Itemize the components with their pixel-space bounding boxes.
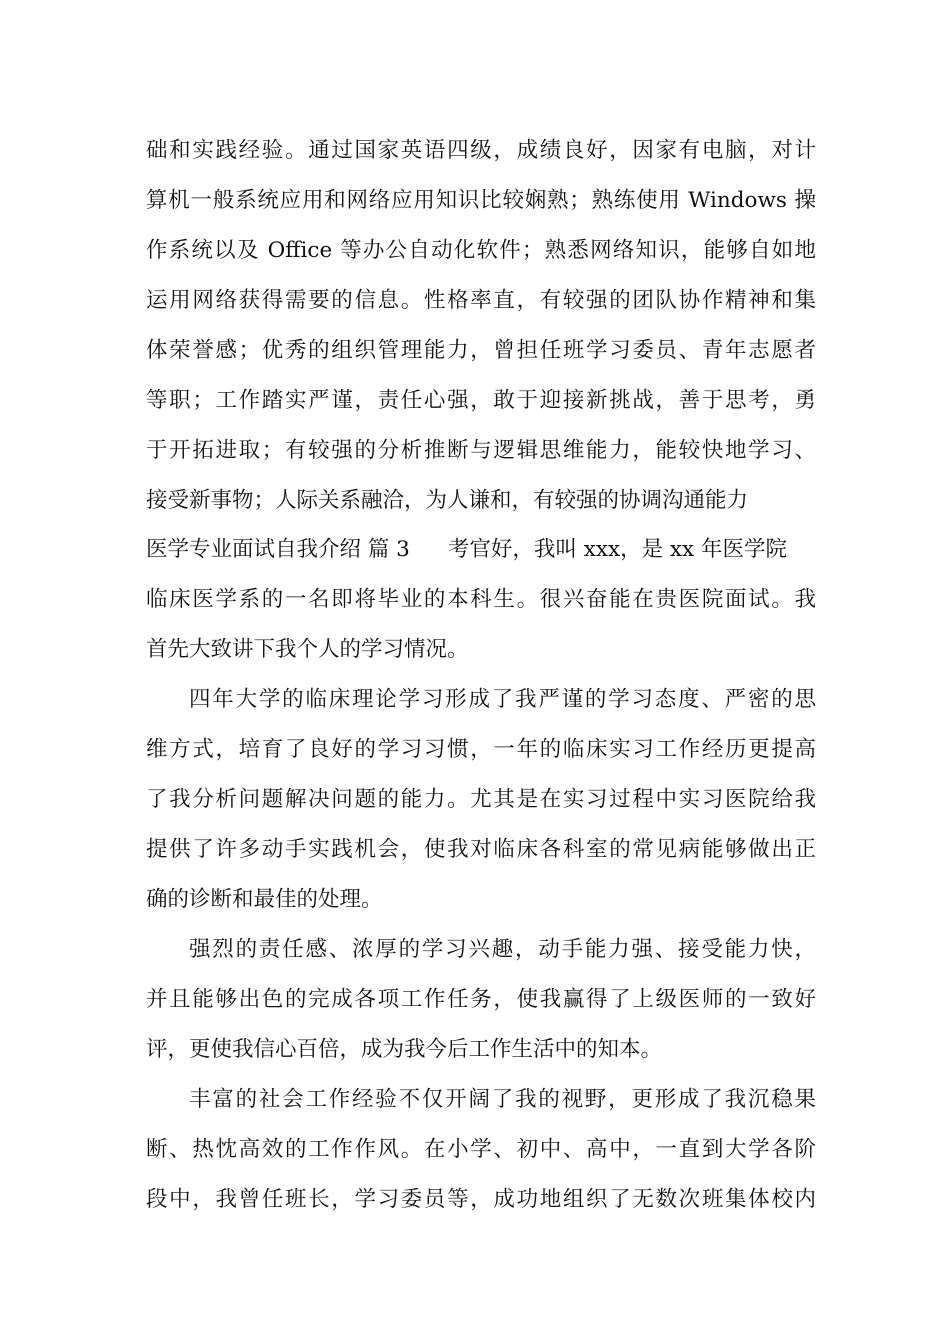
text-line: 评，更使我信心百倍，成为我今后工作生活中的知本。	[146, 1037, 663, 1062]
section-heading-line	[146, 530, 816, 570]
text-line: 段中，我曾任班长，学习委员等，成功地组织了无数次班集体校内	[146, 1187, 816, 1212]
text-line: 首先大致讲下我个人的学习情况。	[146, 637, 469, 662]
text-line: 维方式，培育了良好的学习习惯，一年的临床实习工作经历更提高	[146, 737, 816, 762]
section-heading: 医学专业面试自我介绍 篇 3	[146, 537, 410, 562]
text-line: 等职；工作踏实严谨，责任心强，敢于迎接新挑战，善于思考，勇	[146, 388, 816, 413]
text-line: 算机一般系统应用和网络应用知识比较娴熟；熟练使用 Windows 操	[146, 188, 816, 213]
text-line: 于开拓进取；有较强的分析推断与逻辑思维能力，能较快地学习、	[146, 438, 816, 463]
text-line: 考官好，我叫 xxx，是 xx 年医学院	[447, 537, 787, 562]
paragraph-first-line: 强烈的责任感、浓厚的学习兴趣，动手能力强、接受能力快，	[189, 937, 816, 962]
text-line: 确的诊断和最佳的处理。	[146, 887, 383, 912]
text-line: 临床医学系的一名即将毕业的本科生。很兴奋能在贵医院面试。我	[146, 587, 816, 612]
text-line: 并且能够出色的完成各项工作任务，使我赢得了上级医师的一致好	[146, 987, 816, 1012]
text-line: 作系统以及 Office 等办公自动化软件；熟悉网络知识，能够自如地	[146, 238, 816, 263]
text-line: 础和实践经验。通过国家英语四级，成绩良好，因家有电脑，对计	[146, 138, 816, 163]
text-line: 了我分析问题解决问题的能力。尤其是在实习过程中实习医院给我	[146, 787, 816, 812]
text-line: 运用网络获得需要的信息。性格率直，有较强的团队协作精神和集	[146, 288, 816, 313]
text-line: 断、热忱高效的工作作风。在小学、初中、高中，一直到大学各阶	[146, 1137, 816, 1162]
text-line: 体荣誉感；优秀的组织管理能力，曾担任班学习委员、青年志愿者	[146, 338, 816, 363]
paragraph-first-line: 四年大学的临床理论学习形成了我严谨的学习态度、严密的思	[189, 687, 816, 712]
text-line: 提供了许多动手实践机会，使我对临床各科室的常见病能够做出正	[146, 837, 816, 862]
paragraph-first-line: 丰富的社会工作经验不仅开阔了我的视野，更形成了我沉稳果	[189, 1087, 816, 1112]
text-line: 接受新事物；人际关系融洽，为人谦和，有较强的协调沟通能力	[146, 488, 749, 513]
